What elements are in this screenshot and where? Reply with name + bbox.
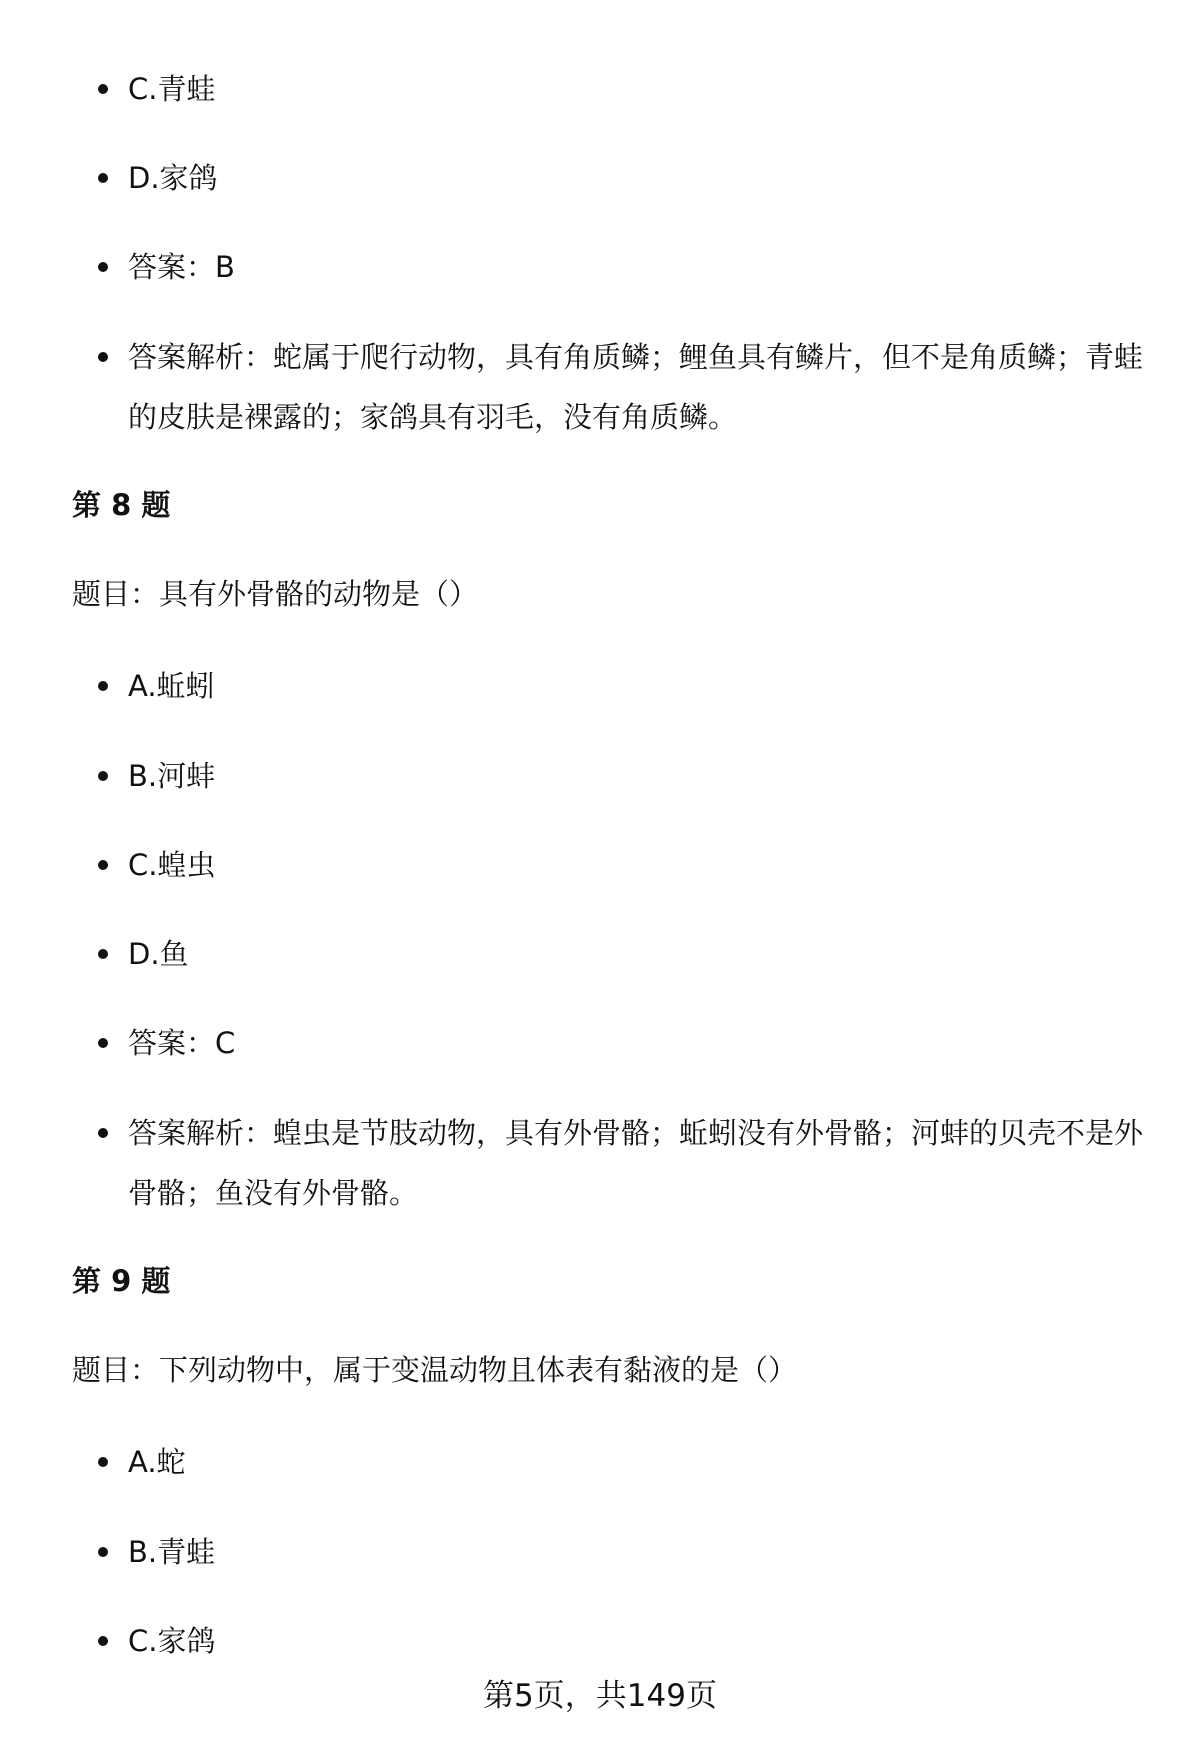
q8-option-d: D.鱼 — [128, 937, 189, 971]
bullet-icon — [98, 1547, 108, 1557]
q9-option-c: C.家鸽 — [128, 1624, 216, 1658]
q8-explanation: 答案解析：蝗虫是节肢动物，具有外骨骼；蚯蚓没有外骨骼；河蚌的贝壳不是外骨骼；鱼没有外骨骼。 — [128, 1116, 1144, 1210]
q7-option-d: D.家鸽 — [128, 161, 218, 195]
bullet-icon — [98, 860, 108, 870]
q9-option-a: A.蛇 — [128, 1445, 186, 1479]
bullet-icon — [98, 771, 108, 781]
q7-option-c: C.青蛙 — [128, 72, 216, 106]
q9-question: 题目：下列动物中，属于变温动物且体表有黏液的是（） — [72, 1353, 798, 1387]
bullet-icon — [98, 352, 108, 362]
bullet-icon — [98, 1636, 108, 1646]
q7-explanation: 答案解析：蛇属于爬行动物，具有角质鳞；鲤鱼具有鳞片，但不是角质鳞；青蛙的皮肤是裸露的；家鸽具有羽毛，没有角质鳞。 — [128, 340, 1144, 434]
q8-option-c: C.蝗虫 — [128, 848, 216, 882]
bullet-icon — [98, 1128, 108, 1138]
q8-option-b: B.河蚌 — [128, 759, 216, 793]
q8-heading: 第 8 题 — [72, 488, 171, 522]
q8-question: 题目：具有外骨骼的动物是（） — [72, 577, 479, 611]
bullet-icon — [98, 949, 108, 959]
bullet-icon — [98, 1457, 108, 1467]
bullet-icon — [98, 84, 108, 94]
q9-option-b: B.青蛙 — [128, 1535, 216, 1569]
bullet-icon — [98, 1038, 108, 1048]
q7-answer: 答案：B — [128, 250, 235, 284]
q8-answer: 答案：C — [128, 1026, 236, 1060]
bullet-icon — [98, 681, 108, 691]
page-indicator: 第5页，共149页 — [483, 1678, 717, 1714]
q9-heading: 第 9 题 — [72, 1264, 171, 1298]
q8-option-a: A.蚯蚓 — [128, 669, 215, 703]
bullet-icon — [98, 173, 108, 183]
bullet-icon — [98, 262, 108, 272]
